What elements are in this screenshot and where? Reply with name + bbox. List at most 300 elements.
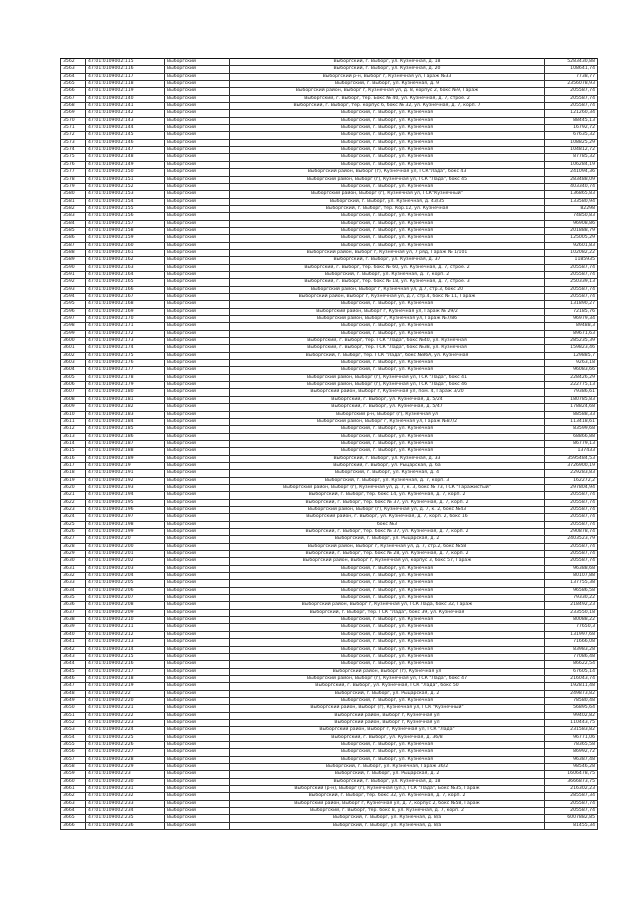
row-number-cell: 3584 xyxy=(61,220,86,227)
cadastral-number-cell: 47:01:0109002:197 xyxy=(86,514,165,521)
cadastral-value-cell: 78365,58 xyxy=(545,741,598,748)
cadastral-value-cell: 86779,13 xyxy=(545,440,598,447)
cadastral-value-cell: 77086,48 xyxy=(545,653,598,660)
cadastral-value-cell: 16792,72 xyxy=(545,125,598,132)
address-cell: Выборгский, г. Выборг, ул. Кузнечная, д. 5/47 xyxy=(230,404,545,411)
row-number-cell: 3657 xyxy=(61,756,86,763)
cadastral-number-cell: 47:01:0109002:195 xyxy=(86,499,165,506)
cadastral-value-cell: 231583,82 xyxy=(545,727,598,734)
address-cell: Выборгский, г. Выборг, ул. Кузнечная, д. 43/35 xyxy=(230,198,545,205)
table-row xyxy=(61,506,598,513)
table-row xyxy=(61,264,598,271)
row-number-cell: 3578 xyxy=(61,176,86,183)
cadastral-value-cell: 67635,32 xyxy=(545,132,598,139)
district-cell: Выборгский xyxy=(165,697,230,704)
cadastral-number-cell: 47:01:0109002:173 xyxy=(86,338,165,345)
cadastral-number-cell: 47:01:0109002:150 xyxy=(86,169,165,176)
registry-table xyxy=(60,58,598,830)
district-cell: Выборгский xyxy=(165,756,230,763)
district-cell: Выборгский xyxy=(165,132,230,139)
cadastral-value-cell: 5283430,88 xyxy=(545,59,598,66)
address-cell: Выборгский, г. Выборг, ул. Кузнечная xyxy=(230,161,545,168)
cadastral-value-cell: 218492,23 xyxy=(545,602,598,609)
cadastral-value-cell: 205587,74 xyxy=(545,800,598,807)
table-row xyxy=(61,587,598,594)
district-cell: Выборгский xyxy=(165,543,230,550)
row-number-cell: 3608 xyxy=(61,396,86,403)
district-cell: Выборгский xyxy=(165,484,230,491)
row-number-cell: 3600 xyxy=(61,338,86,345)
cadastral-value-cell: 67605,14 xyxy=(545,668,598,675)
cadastral-number-cell: 47:01:0109002:186 xyxy=(86,433,165,440)
row-number-cell: 3607 xyxy=(61,389,86,396)
address-cell: Выборгский район, Выборг (г), Кузнечная ул, ГСК"Лада", бокс 43 xyxy=(230,169,545,176)
cadastral-number-cell: 47:01:0109002:157 xyxy=(86,220,165,227)
cadastral-value-cell: 205587,74 xyxy=(545,103,598,110)
address-cell: Выборгский, г. Выборг, тер. бокс 14, ул. Кузнечная, д. 7, корп. 2 xyxy=(230,492,545,499)
cadastral-number-cell: 47:01:0109002:119 xyxy=(86,88,165,95)
row-number-cell: 3606 xyxy=(61,382,86,389)
row-number-cell: 3583 xyxy=(61,213,86,220)
table-row xyxy=(61,712,598,719)
district-cell: Выборгский xyxy=(165,352,230,359)
cadastral-number-cell: 47:01:0109002:204 xyxy=(86,573,165,580)
table-row xyxy=(61,734,598,741)
address-cell: Выборгский, г. Выборг, ул. Кузнечная xyxy=(230,235,545,242)
address-cell: Выборгский район, Выборг (г), Кузнечная ул, ГСК "Лада", бокс 45 xyxy=(230,176,545,183)
address-cell: Выборгский, г. Выборг, ул. Рыцарская, д. 2 xyxy=(230,536,545,543)
row-number-cell: 3616 xyxy=(61,455,86,462)
address-cell: Выборгский, г. Выборг, ул. Рыцарская, д. 2 xyxy=(230,690,545,697)
address-cell: Выборгский, г. Выборг, ул. Кузнечная xyxy=(230,580,545,587)
address-cell: Выборгский (р-н), Выборг (г), Кузнечная (ул.), ГСК "Лада", Бокс №35, Гараж xyxy=(230,786,545,793)
cadastral-number-cell: 47:01:0109002:149 xyxy=(86,161,165,168)
address-cell: Выборгский, г. Выборг, ул. Кузнечная xyxy=(230,646,545,653)
row-number-cell: 3644 xyxy=(61,661,86,668)
cadastral-number-cell: 47:01:0109002:234 xyxy=(86,808,165,815)
district-cell: Выборгский xyxy=(165,169,230,176)
cadastral-value-cell: 88445,13 xyxy=(545,117,598,124)
district-cell: Выборгский xyxy=(165,602,230,609)
district-cell: Выборгский xyxy=(165,653,230,660)
district-cell: Выборгский xyxy=(165,227,230,234)
district-cell: Выборгский xyxy=(165,117,230,124)
address-cell: Выборгский, г. Выборг, ул. Кузнечная xyxy=(230,360,545,367)
table-row xyxy=(61,800,598,807)
address-cell: Выборгский р-н, Выборг г, Кузнечная ул, Гараж №33 xyxy=(230,73,545,80)
cadastral-number-cell: 47:01:0109002:208 xyxy=(86,602,165,609)
district-cell: Выборгский xyxy=(165,727,230,734)
district-cell: Выборгский xyxy=(165,529,230,536)
cadastral-value-cell: 2356078,93 xyxy=(545,81,598,88)
address-cell: Выборгский, г. Выборг, ул. Кузнечная, д. 33 xyxy=(230,455,545,462)
district-cell: Выборгский xyxy=(165,661,230,668)
table-row xyxy=(61,183,598,190)
table-row xyxy=(61,440,598,447)
district-cell: Выборгский xyxy=(165,815,230,822)
table-row xyxy=(61,235,598,242)
row-number-cell: 3635 xyxy=(61,595,86,602)
cadastral-value-cell: 131890,27 xyxy=(545,301,598,308)
district-cell: Выборгский xyxy=(165,66,230,73)
row-number-cell: 3611 xyxy=(61,418,86,425)
cadastral-value-cell: 249873,82 xyxy=(545,690,598,697)
cadastral-number-cell: 47:01:0109002:202 xyxy=(86,558,165,565)
row-number-cell: 3570 xyxy=(61,117,86,124)
district-cell: Выборгский xyxy=(165,176,230,183)
table-row xyxy=(61,808,598,815)
district-cell: Выборгский xyxy=(165,330,230,337)
table-row xyxy=(61,477,598,484)
address-cell: Выборгский район, Выборг (г), Кузнечная ул, д. 7, к. 2, бокс №43 xyxy=(230,506,545,513)
address-cell: Выборгский район, Выборг (г), Кузнечная ул, д. 7, к. 3, бокс № 73, ГСК "Гаражистый" xyxy=(230,484,545,491)
cadastral-value-cell: 241094,36 xyxy=(545,169,598,176)
district-cell: Выборгский xyxy=(165,705,230,712)
address-cell: Выборгский, г. Выборг, ул. Кузнечная xyxy=(230,132,545,139)
address-cell: Выборгский, г. Выборг, ул. Кузнечная xyxy=(230,213,545,220)
district-cell: Выборгский xyxy=(165,609,230,616)
cadastral-number-cell: 47:01:0109002:236 xyxy=(86,822,165,829)
row-number-cell: 3629 xyxy=(61,551,86,558)
table-row xyxy=(61,132,598,139)
address-cell: Выборгский, г. Выборг, ул. Кузнечная xyxy=(230,573,545,580)
cadastral-value-cell: 77650,3 xyxy=(545,624,598,631)
cadastral-number-cell: 47:01:0109002:143 xyxy=(86,117,165,124)
address-cell: Выборгский, г. Выборг, ул. Кузнечная, д. 8/а xyxy=(230,822,545,829)
cadastral-value-cell: 205587,74 xyxy=(545,543,598,550)
table-row xyxy=(61,227,598,234)
district-cell: Выборгский xyxy=(165,741,230,748)
row-number-cell: 3645 xyxy=(61,668,86,675)
cadastral-value-cell: 205587,74 xyxy=(545,808,598,815)
table-row xyxy=(61,815,598,822)
district-cell: Выборгский xyxy=(165,345,230,352)
cadastral-value-cell: 201888,79 xyxy=(545,227,598,234)
address-cell: Выборгский район, Выборг г, Кузнечная ул xyxy=(230,712,545,719)
table-row xyxy=(61,573,598,580)
cadastral-value-cell: 2403523,79 xyxy=(545,536,598,543)
cadastral-value-cell: 6007882,85 xyxy=(545,815,598,822)
row-number-cell: 3562 xyxy=(61,59,86,66)
district-cell: Выборгский xyxy=(165,73,230,80)
district-cell: Выборгский xyxy=(165,690,230,697)
table-row xyxy=(61,286,598,293)
address-cell: Выборгский, г. Выборг, ул. Кузнечная xyxy=(230,440,545,447)
table-row xyxy=(61,719,598,726)
cadastral-number-cell: 47:01:0109002:205 xyxy=(86,580,165,587)
address-cell: Выборгский, г. Выборг, ул. Кузнечная, д. 9 xyxy=(230,81,545,88)
row-number-cell: 3661 xyxy=(61,786,86,793)
cadastral-number-cell: 47:01:0109002:19 xyxy=(86,462,165,469)
address-cell: Выборгский, г. Выборг, ул. Кузнечная xyxy=(230,426,545,433)
cadastral-number-cell: 47:01:0109002:147 xyxy=(86,147,165,154)
row-number-cell: 3585 xyxy=(61,227,86,234)
address-cell: Выборгский район, Выборг г, Кузнечная ул, д. 8, корпус 2, бокс №9, Гараж xyxy=(230,88,545,95)
cadastral-number-cell: 47:01:0109002:199 xyxy=(86,529,165,536)
cadastral-number-cell: 47:01:0109002:152 xyxy=(86,183,165,190)
table-row xyxy=(61,257,598,264)
cadastral-value-cell: 80107,88 xyxy=(545,573,598,580)
cadastral-value-cell: 88588,33 xyxy=(545,411,598,418)
table-row xyxy=(61,536,598,543)
address-cell: Выборгский, г. Выборг, ул. Кузнечная, д. 7, корп. 3 xyxy=(230,477,545,484)
district-cell: Выборгский xyxy=(165,242,230,249)
cadastral-number-cell: 47:01:0109002:193 xyxy=(86,484,165,491)
cadastral-value-cell: 86622,54 xyxy=(545,661,598,668)
cadastral-value-cell: 205587,74 xyxy=(545,95,598,102)
district-cell: Выборгский xyxy=(165,675,230,682)
district-cell: Выборгский xyxy=(165,764,230,771)
cadastral-number-cell: 47:01:0109002:116 xyxy=(86,66,165,73)
table-row xyxy=(61,330,598,337)
district-cell: Выборгский xyxy=(165,734,230,741)
table-row xyxy=(61,470,598,477)
cadastral-number-cell: 47:01:0109002:209 xyxy=(86,609,165,616)
row-number-cell: 3609 xyxy=(61,404,86,411)
cadastral-value-cell: 297804,94 xyxy=(545,484,598,491)
cadastral-number-cell: 47:01:0109002:169 xyxy=(86,308,165,315)
row-number-cell: 3614 xyxy=(61,440,86,447)
cadastral-number-cell: 47:01:0109002:165 xyxy=(86,279,165,286)
address-cell: Выборгский, г. Выборг, тер. ГСК "Лада", бокс №86А, ул. Кузнечная xyxy=(230,352,545,359)
cadastral-number-cell: 47:01:0109002:154 xyxy=(86,198,165,205)
cadastral-number-cell: 47:01:0109002:221 xyxy=(86,705,165,712)
district-cell: Выборгский xyxy=(165,411,230,418)
row-number-cell: 3586 xyxy=(61,235,86,242)
row-number-cell: 3619 xyxy=(61,477,86,484)
table-row xyxy=(61,462,598,469)
district-cell: Выборгский xyxy=(165,499,230,506)
district-cell: Выборгский xyxy=(165,286,230,293)
cadastral-value-cell: 285587,34 xyxy=(545,793,598,800)
row-number-cell: 3602 xyxy=(61,352,86,359)
address-cell: Выборгский, г. Выборг, ул. Кузнечная xyxy=(230,749,545,756)
cadastral-value-cell: 137433 xyxy=(545,448,598,455)
table-row xyxy=(61,411,598,418)
address-cell: Выборгский, г. Выборг, тер. бокс № 37, ул. Кузнечная, д. 7, корп. 2 xyxy=(230,499,545,506)
district-cell: Выборгский xyxy=(165,551,230,558)
row-number-cell: 3571 xyxy=(61,125,86,132)
cadastral-number-cell: 47:01:0109002:192 xyxy=(86,477,165,484)
cadastral-value-cell: 92601,83 xyxy=(545,242,598,249)
cadastral-value-cell: 159823,46 xyxy=(545,345,598,352)
table-row xyxy=(61,147,598,154)
table-row xyxy=(61,741,598,748)
address-cell: Выборгский, г. Выборг, ул. Кузнечная xyxy=(230,741,545,748)
cadastral-number-cell: 47:01:0109002:225 xyxy=(86,734,165,741)
cadastral-value-cell: 9263,18 xyxy=(545,360,598,367)
cadastral-value-cell: 205587,74 xyxy=(545,271,598,278)
cadastral-number-cell: 47:01:0109002:235 xyxy=(86,815,165,822)
cadastral-number-cell: 47:01:0109002:117 xyxy=(86,73,165,80)
cadastral-number-cell: 47:01:0109002:224 xyxy=(86,727,165,734)
address-cell: Выборгский район, Выборг г, Кузнечная ул, д.7, стр.4, бокс № 11, Гараж xyxy=(230,294,545,301)
row-number-cell: 3658 xyxy=(61,764,86,771)
address-cell: Выборгский, г. Выборг, ул. Кузнечная xyxy=(230,183,545,190)
cadastral-value-cell: 290878,74 xyxy=(545,529,598,536)
cadastral-number-cell: 47:01:0109002:194 xyxy=(86,492,165,499)
row-number-cell: 3590 xyxy=(61,264,86,271)
table-row xyxy=(61,565,598,572)
cadastral-number-cell: 47:01:0109002:156 xyxy=(86,213,165,220)
table-row xyxy=(61,169,598,176)
district-cell: Выборгский xyxy=(165,191,230,198)
cadastral-value-cell: 216043,74 xyxy=(545,675,598,682)
address-cell: Выборгский, г. Выборг, ул. Кузнечная xyxy=(230,587,545,594)
district-cell: Выборгский xyxy=(165,455,230,462)
district-cell: Выборгский xyxy=(165,617,230,624)
row-number-cell: 3599 xyxy=(61,330,86,337)
address-cell: Выборгский, г. Выборг, ул. Кузнечная xyxy=(230,697,545,704)
cadastral-number-cell: 47:01:0109002:230 xyxy=(86,778,165,785)
cadastral-value-cell: 205587,74 xyxy=(545,492,598,499)
row-number-cell: 3594 xyxy=(61,294,86,301)
address-cell: Выборгский, г. Выборг, ул. Кузнечная xyxy=(230,433,545,440)
district-cell: Выборгский xyxy=(165,125,230,132)
cadastral-value-cell: 136865,83 xyxy=(545,191,598,198)
row-number-cell: 3627 xyxy=(61,536,86,543)
row-number-cell: 3580 xyxy=(61,191,86,198)
district-cell: Выборгский xyxy=(165,639,230,646)
row-number-cell: 3587 xyxy=(61,242,86,249)
cadastral-value-cell: 56895,64 xyxy=(545,705,598,712)
cadastral-value-cell: 222775,13 xyxy=(545,382,598,389)
cadastral-value-cell: 162272,2 xyxy=(545,477,598,484)
cadastral-number-cell: 47:01:0109002:140 xyxy=(86,95,165,102)
table-row xyxy=(61,161,598,168)
cadastral-number-cell: 47:01:0109002:183 xyxy=(86,411,165,418)
cadastral-number-cell: 47:01:0109002:223 xyxy=(86,719,165,726)
district-cell: Выборгский xyxy=(165,580,230,587)
address-cell: Выборгский, г. Выборг, ул. Кузнечная xyxy=(230,110,545,117)
district-cell: Выборгский xyxy=(165,110,230,117)
cadastral-number-cell: 47:01:0109002:206 xyxy=(86,587,165,594)
cadastral-value-cell: 233550,18 xyxy=(545,609,598,616)
row-number-cell: 3625 xyxy=(61,521,86,528)
address-cell: Выборгский, г. Выборг, тер. бокс № 37, ул. Кузнечная, д. 7, корп. 2 xyxy=(230,529,545,536)
cadastral-number-cell: 47:01:0109002:20 xyxy=(86,536,165,543)
district-cell: Выборгский xyxy=(165,800,230,807)
table-row xyxy=(61,279,598,286)
row-number-cell: 3626 xyxy=(61,529,86,536)
table-row xyxy=(61,764,598,771)
table-row xyxy=(61,249,598,256)
district-cell: Выборгский xyxy=(165,506,230,513)
cadastral-value-cell: 229283,83 xyxy=(545,470,598,477)
district-cell: Выборгский xyxy=(165,587,230,594)
row-number-cell: 3641 xyxy=(61,639,86,646)
row-number-cell: 3664 xyxy=(61,808,86,815)
cadastral-number-cell: 47:01:0109002:161 xyxy=(86,249,165,256)
table-row xyxy=(61,653,598,660)
district-cell: Выборгский xyxy=(165,88,230,95)
district-cell: Выборгский xyxy=(165,301,230,308)
cadastral-number-cell: 47:01:0109002:217 xyxy=(86,668,165,675)
table-row xyxy=(61,778,598,785)
row-number-cell: 3663 xyxy=(61,800,86,807)
cadastral-value-cell: 78580,48 xyxy=(545,697,598,704)
cadastral-value-cell: 7738,77 xyxy=(545,73,598,80)
district-cell: Выборгский xyxy=(165,161,230,168)
district-cell: Выборгский xyxy=(165,198,230,205)
address-cell: Выборгский р-н, Выборг (г), Кузнечная ул xyxy=(230,411,545,418)
table-row xyxy=(61,433,598,440)
address-cell: Выборгский район, Выборг г, Кузнечная ул xyxy=(230,719,545,726)
district-cell: Выборгский xyxy=(165,749,230,756)
cadastral-value-cell: 98546,28 xyxy=(545,764,598,771)
cadastral-number-cell: 47:01:0109002:232 xyxy=(86,793,165,800)
table-row xyxy=(61,59,598,66)
table-row xyxy=(61,551,598,558)
row-number-cell: 3604 xyxy=(61,367,86,374)
district-cell: Выборгский xyxy=(165,264,230,271)
cadastral-number-cell: 47:01:0109002:229 xyxy=(86,764,165,771)
table-row xyxy=(61,426,598,433)
cadastral-number-cell: 47:01:0109002:153 xyxy=(86,191,165,198)
row-number-cell: 3659 xyxy=(61,771,86,778)
cadastral-number-cell: 47:01:0109002:219 xyxy=(86,683,165,690)
district-cell: Выборгский xyxy=(165,382,230,389)
cadastral-value-cell: 205587,74 xyxy=(545,88,598,95)
address-cell: Выборгский район, Выборг (г), Кузнечная ул, ГСК "Кузнечный" xyxy=(230,705,545,712)
address-cell: Выборгский, г. Выборг, ул. Кузнечная, д. 36/8 xyxy=(230,734,545,741)
cadastral-number-cell: 47:01:0109002:214 xyxy=(86,646,165,653)
district-cell: Выборгский xyxy=(165,646,230,653)
address-cell: Выборгский район, Выборг г, Кузнечная ул, корпус 3, бокс 57, Гараж xyxy=(230,558,545,565)
table-row xyxy=(61,639,598,646)
table-row xyxy=(61,367,598,374)
district-cell: Выборгский xyxy=(165,771,230,778)
cadastral-value-cell: 121260,34 xyxy=(545,110,598,117)
cadastral-number-cell: 47:01:0109002:189 xyxy=(86,455,165,462)
row-number-cell: 3649 xyxy=(61,697,86,704)
cadastral-number-cell: 47:01:0109002:227 xyxy=(86,749,165,756)
registry-table-page xyxy=(60,58,596,830)
cadastral-number-cell: 47:01:0109002:158 xyxy=(86,227,165,234)
address-cell: Выборгский, г. Выборг, ул. Кузнечная xyxy=(230,448,545,455)
address-cell: Выборгский район, Выборг г, Кузнечная ул, 7 ряд, Гараж № 1/101 xyxy=(230,249,545,256)
row-number-cell: 3651 xyxy=(61,712,86,719)
cadastral-value-cell: 113418,61 xyxy=(545,418,598,425)
address-cell: Выборгский, г. Выборг, ул. Кузнечная xyxy=(230,125,545,132)
cadastral-value-cell: 205587,74 xyxy=(545,514,598,521)
cadastral-number-cell: 47:01:0109002:188 xyxy=(86,448,165,455)
district-cell: Выборгский xyxy=(165,565,230,572)
cadastral-value-cell: 96771,06 xyxy=(545,734,598,741)
address-cell: Выборгский, г. Выборг, ул. Кузнечная xyxy=(230,220,545,227)
district-cell: Выборгский xyxy=(165,822,230,829)
cadastral-value-cell: 81455,34 xyxy=(545,822,598,829)
cadastral-number-cell: 47:01:0109002:175 xyxy=(86,352,165,359)
address-cell: Выборгский район, Выборг (г), Кузнечная ул, ГСК "Лада", бокс 41 xyxy=(230,374,545,381)
row-number-cell: 3591 xyxy=(61,271,86,278)
address-cell: Выборгский район, Выборг г, Кузнечная ул, д.7, стр.3, бокс 20 xyxy=(230,286,545,293)
address-cell: Выборгский, г. Выборг, тер. ГСК "Лада", бокс 39, ул. Кузнечная xyxy=(230,609,545,616)
address-cell: Выборгский, г. Выборг, тер. бокс № 60, ул. Кузнечная, д. 7, строе. 2 xyxy=(230,264,545,271)
cadastral-number-cell: 47:01:0109002:222 xyxy=(86,712,165,719)
table-row xyxy=(61,514,598,521)
row-number-cell: 3563 xyxy=(61,66,86,73)
cadastral-number-cell: 47:01:0109002:184 xyxy=(86,418,165,425)
address-cell: Выборгский, г. Выборг, ул. Кузнечная xyxy=(230,227,545,234)
district-cell: Выборгский xyxy=(165,808,230,815)
district-cell: Выборгский xyxy=(165,338,230,345)
district-cell: Выборгский xyxy=(165,778,230,785)
row-number-cell: 3646 xyxy=(61,675,86,682)
row-number-cell: 3624 xyxy=(61,514,86,521)
cadastral-number-cell: 47:01:0109002:22 xyxy=(86,690,165,697)
cadastral-number-cell: 47:01:0109002:233 xyxy=(86,800,165,807)
